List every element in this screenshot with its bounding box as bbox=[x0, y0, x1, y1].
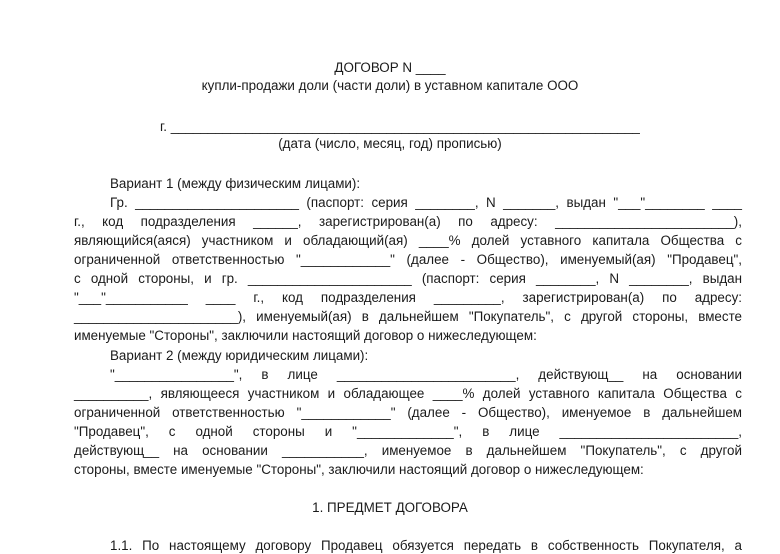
variant2-line: стороны, вместе именуемые "Стороны", заключили настоящий договор о нижеследующем: bbox=[74, 462, 644, 477]
variant1-line: именуемые "Стороны", заключили настоящий договор о нижеследующем: bbox=[74, 328, 537, 343]
date-caption: (дата (число, месяц, год) прописью) bbox=[278, 136, 502, 151]
variant1-line: являющийся(аяся) участником и обладающий(ая) ____% долей уставного капитала Общества с bbox=[74, 233, 742, 248]
variant1-line: ______________________), именуемый(ая) в дальнейшем "Покупатель", с другой стороны, вместе bbox=[74, 309, 742, 324]
variant2-line: __________, являющееся участником и обладающее ____% долей уставного капитала Общества с bbox=[74, 386, 742, 401]
variant1-heading: Вариант 1 (между физическим лицами): bbox=[110, 176, 361, 191]
variant1-line: с одной стороны, и гр. ______________________ (паспорт: серия ________, N ________, выдан bbox=[74, 271, 742, 286]
variant1-line: "___"___________ ____ г., код подразделения _________, зарегистрирован(а) по адресу: bbox=[74, 290, 742, 305]
variant2-line: "________________", в лице ________________________, действующ__ на основании bbox=[110, 367, 742, 382]
variant2-line: действующ__ на основании ___________, именуемое в дальнейшем "Покупатель", с другой bbox=[74, 443, 742, 458]
variant2-line: ограниченной ответственностью "____________" (далее - Общество), именуемое в дальнейшем bbox=[74, 405, 742, 420]
variant1-line: Гр. ______________________ (паспорт: серия ________, N _______, выдан "___"________ ____ bbox=[110, 195, 742, 210]
variant1-line: г., код подразделения ______, зарегистрирован(а) по адресу: ________________________), bbox=[74, 214, 742, 229]
document-title: ДОГОВОР N ____ bbox=[334, 60, 446, 75]
variant2-heading: Вариант 2 (между юридическим лицами): bbox=[110, 348, 369, 363]
section-heading: 1. ПРЕДМЕТ ДОГОВОРА bbox=[312, 500, 468, 515]
clause-line: 1.1. По настоящему договору Продавец обязуется передать в собственность Покупателя, а bbox=[110, 538, 742, 553]
city-line: г. _______________________________________________________________ bbox=[160, 119, 640, 134]
variant2-line: "Продавец", с одной стороны и "_____________", в лице ________________________, bbox=[74, 424, 742, 439]
variant1-line: ограниченной ответственностью "____________" (далее - Общество), именуемый(ая) "Продавец", bbox=[74, 252, 742, 267]
document-subtitle: купли-продажи доли (части доли) в уставном капитале ООО bbox=[201, 78, 579, 93]
